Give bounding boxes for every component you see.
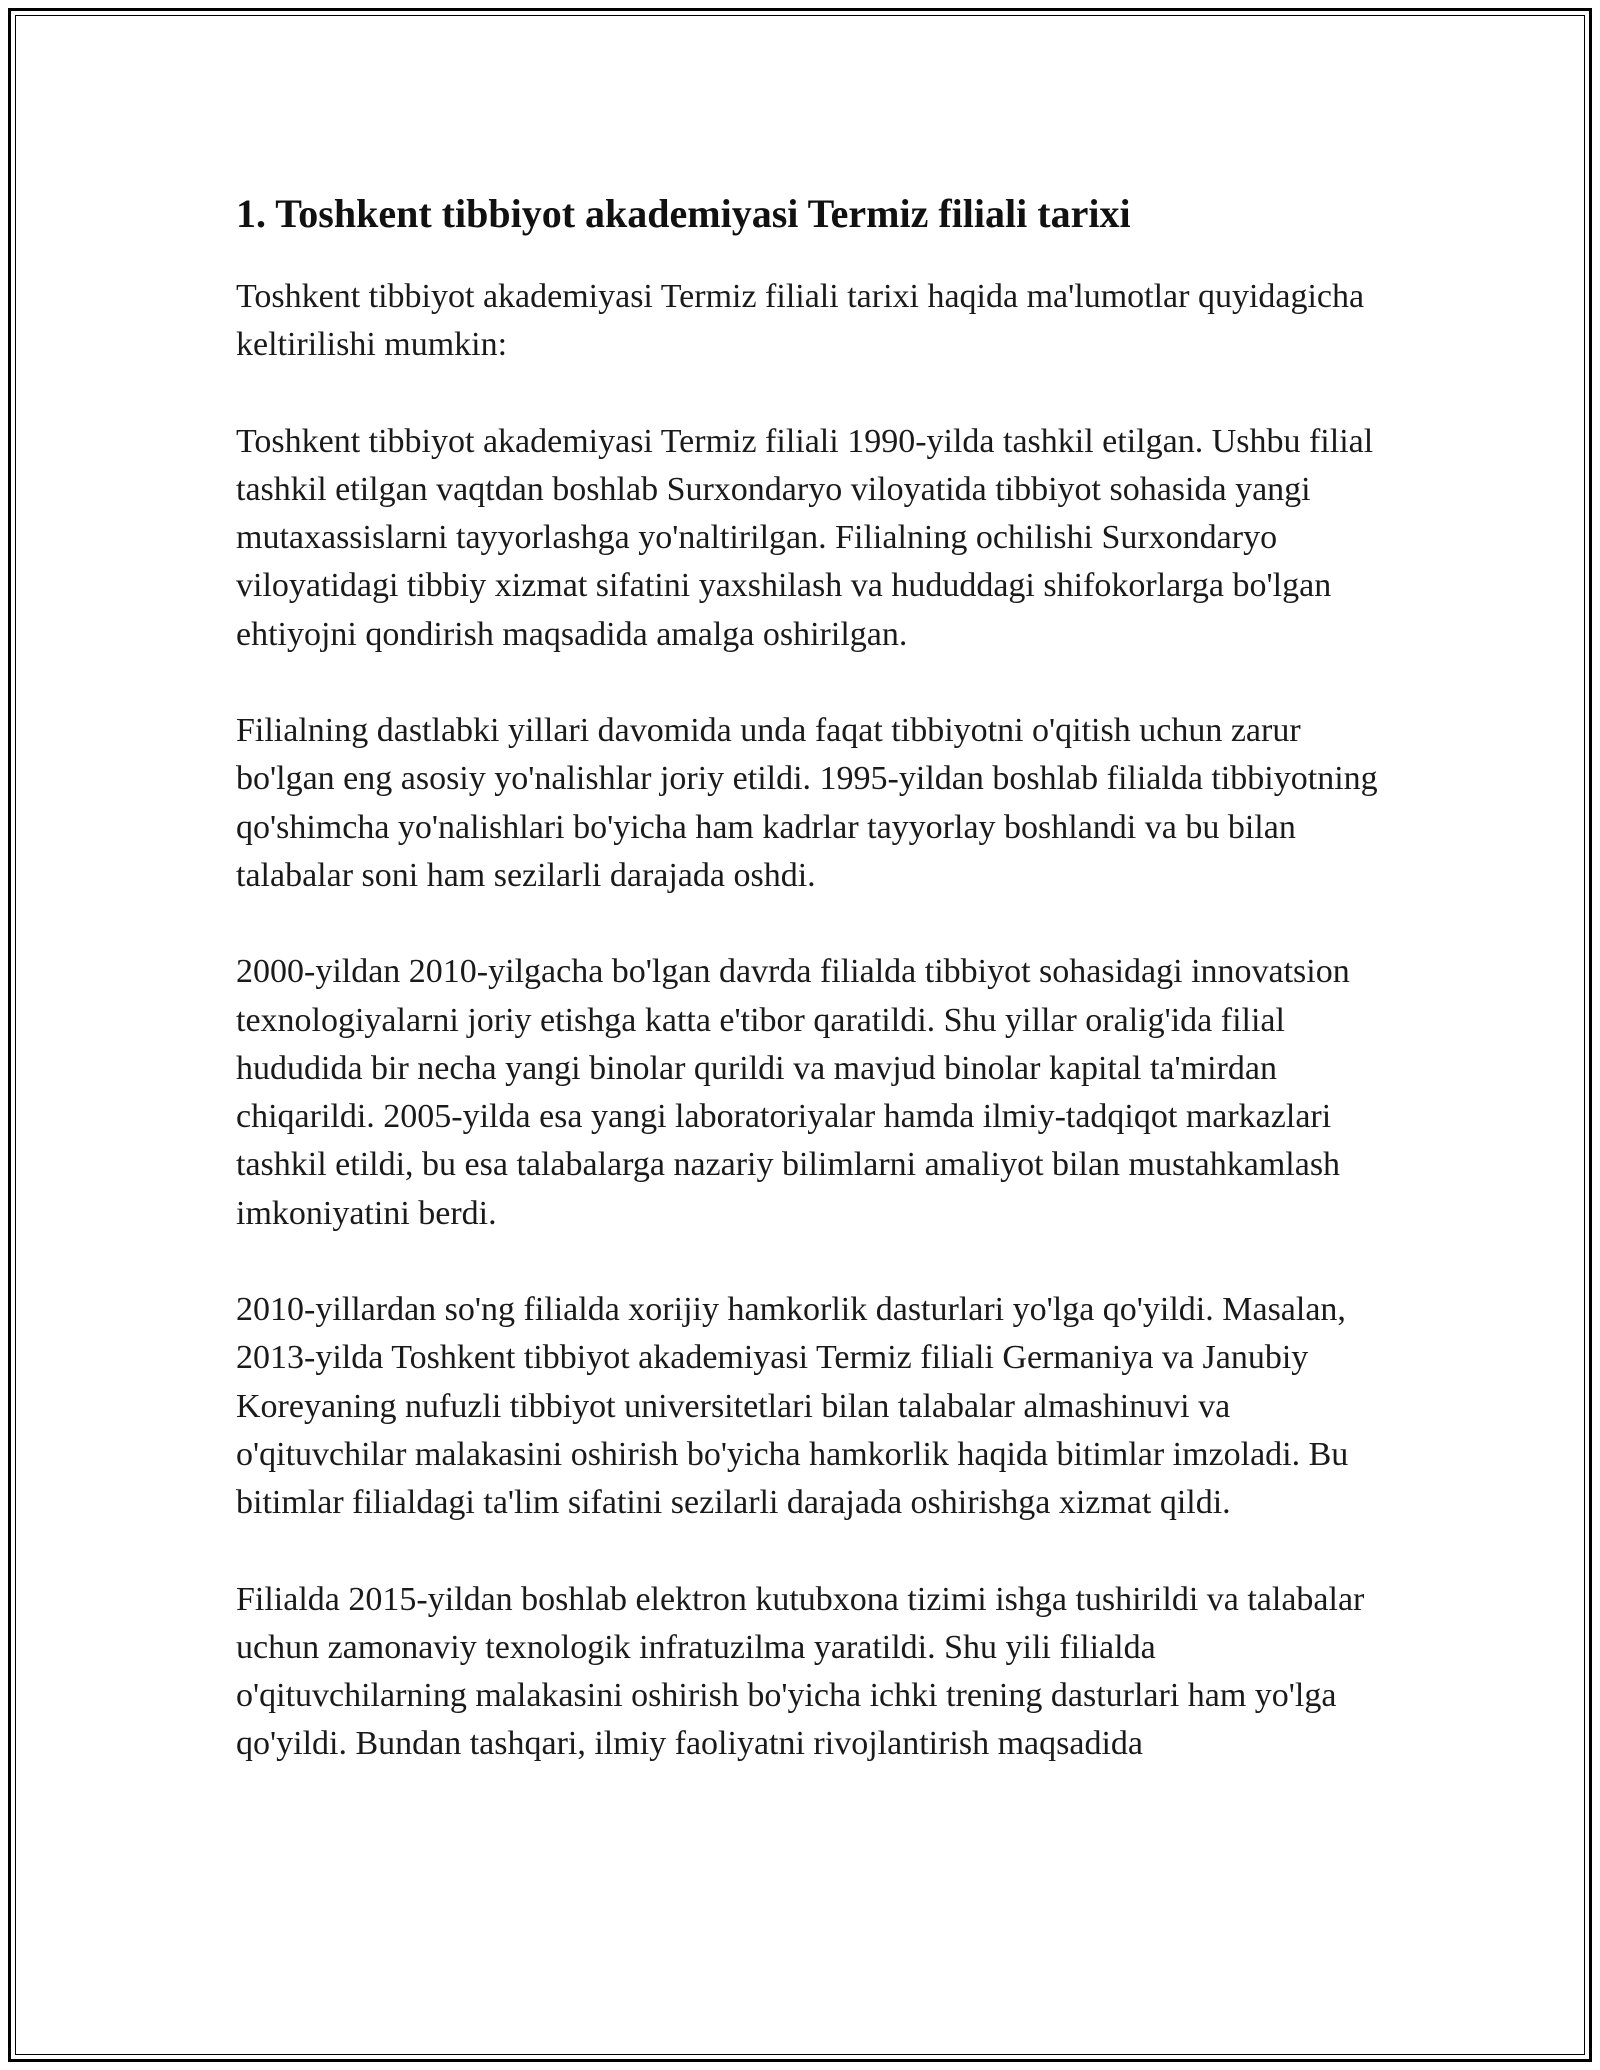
paragraph-early-years: Filialning dastlabki yillari davomida unda faqat tibbiyotni o'qitish uchun zarur bo'lgan eng asosiy yo'nalishlar joriy etildi. 1995-yildan boshlab filialda tibbiyotning qo'shimcha yo'nalishlari bo'yicha ham kadrlar tayyorlay boshlandi va bu bilan talabalar soni ham sezilarli darajada oshdi. — [236, 712, 1378, 894]
paragraph-founding: Toshkent tibbiyot akademiyasi Termiz filiali 1990-yilda tashkil etilgan. Ushbu filial tashkil etilgan vaqtdan boshlab Surxondaryo viloyatida tibbiyot sohasida yangi mutaxassislarni tayyorlashga yo'naltirilgan. Filialning ochilishi Surxondaryo viloyatidagi tibbiy xizmat sifatini yaxshilash va hududdagi shifokorlarga bo'lgan ehtiyojni qondirish maqsadida amalga oshirilgan. — [236, 422, 1374, 653]
paragraph-2000-2010: 2000-yildan 2010-yilgacha bo'lgan davrda filialda tibbiyot sohasidagi innovatsion texnologiyalarni joriy etishga katta e'tibor qaratildi. Shu yillar oralig'ida filial hududida bir necha yangi binolar qurildi va mavjud binolar kapital ta'mirdan chiqarildi. 2005-yilda esa yangi laboratoriyalar hamda ilmiy-tadqiqot markazlari tashkil etildi, bu esa talabalarga nazariy bilimlarni amaliyot bilan mustahkamlash imkoniyatini berdi. — [236, 953, 1350, 1232]
document-body — [236, 186, 1386, 1817]
document-title: 1. Toshkent tibbiyot akademiyasi Termiz filiali tarixi — [236, 191, 1131, 236]
paragraph-electronic-library: Filialda 2015-yildan boshlab elektron kutubxona tizimi ishga tushirildi va talabalar uchun zamonaviy texnologik infratuzilma yaratildi. Shu yili filialda o'qituvchilarning malakasini oshirish bo'yicha ichki trening dasturlari ham yo'lga qo'yildi. Bundan tashqari, ilmiy faoliyatni rivojlantirish maqsadida — [236, 1580, 1365, 1763]
paragraph-intro: Toshkent tibbiyot akademiyasi Termiz filiali tarixi haqida ma'lumotlar quyidagicha keltirilishi mumkin: — [236, 278, 1365, 364]
paragraph-international-cooperation: 2010-yillardan so'ng filialda xorijiy hamkorlik dasturlari yo'lga qo'yildi. Masalan, 2013-yilda Toshkent tibbiyot akademiyasi Termiz filiali Germaniya va Janubiy Koreyaning nufuzli tibbiyot universitetlari bilan talabalar almashinuvi va o'qituvchilar malakasini oshirish bo'yicha hamkorlik haqida bitimlar imzoladi. Bu bitimlar filialdagi ta'lim sifatini sezilarli darajada oshirishga xizmat qildi. — [236, 1291, 1349, 1522]
